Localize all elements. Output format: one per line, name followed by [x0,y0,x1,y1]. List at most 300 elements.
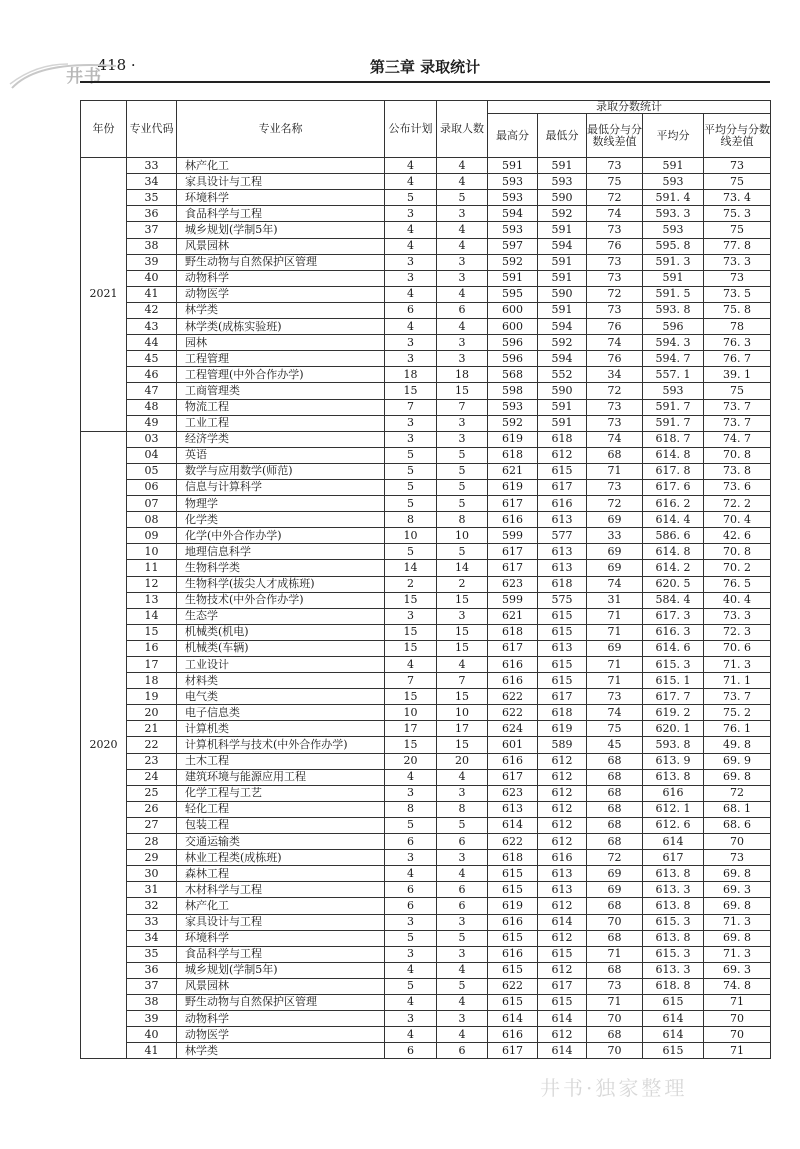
admitted-cell: 15 [437,689,488,705]
admitted-cell: 5 [437,190,488,206]
table-row [81,1043,771,1059]
avg-diff-cell: 68. 6 [704,817,771,833]
avg-diff-cell: 73. 3 [704,608,771,624]
min-diff-cell: 73 [587,158,643,174]
min-diff-cell: 73 [587,978,643,994]
code-cell: 21 [127,721,177,737]
min-cell: 614 [538,914,587,930]
min-diff-cell: 73 [587,270,643,286]
min-cell: 619 [538,721,587,737]
min-cell: 615 [538,463,587,479]
name-cell: 数学与应用数学(师范) [177,463,385,479]
code-cell: 29 [127,850,177,866]
name-cell: 化学类 [177,512,385,528]
min-diff-cell: 73 [587,254,643,270]
min-cell: 612 [538,817,587,833]
plan-cell: 15 [385,689,437,705]
header-avg: 平均分 [643,114,704,158]
code-cell: 46 [127,367,177,383]
avg-cell: 620. 5 [643,576,704,592]
avg-cell: 612. 1 [643,801,704,817]
name-cell: 机械类(车辆) [177,640,385,656]
avg-cell: 594. 7 [643,351,704,367]
avg-cell: 591 [643,158,704,174]
min-diff-cell: 73 [587,689,643,705]
name-cell: 园林 [177,335,385,351]
max-cell: 615 [488,930,538,946]
min-diff-cell: 74 [587,705,643,721]
name-cell: 物理学 [177,496,385,512]
admitted-cell: 5 [437,463,488,479]
max-cell: 618 [488,624,538,640]
plan-cell: 15 [385,383,437,399]
table-row [81,834,771,850]
admitted-cell: 3 [437,335,488,351]
name-cell: 环境科学 [177,930,385,946]
table-row [81,399,771,415]
table-row [81,238,771,254]
name-cell: 林学类(成栋实验班) [177,319,385,335]
avg-diff-cell: 69. 9 [704,753,771,769]
min-diff-cell: 31 [587,592,643,608]
min-diff-cell: 33 [587,528,643,544]
avg-cell: 615. 1 [643,673,704,689]
admitted-cell: 6 [437,834,488,850]
code-cell: 27 [127,817,177,833]
table-row [81,753,771,769]
table-row [81,592,771,608]
max-cell: 615 [488,866,538,882]
avg-diff-cell: 73 [704,158,771,174]
name-cell: 化学(中外合作办学) [177,528,385,544]
min-cell: 591 [538,302,587,318]
name-cell: 物流工程 [177,399,385,415]
avg-cell: 613. 8 [643,898,704,914]
table-header [81,101,771,158]
admitted-cell: 3 [437,1011,488,1027]
table-row [81,351,771,367]
code-cell: 33 [127,158,177,174]
admitted-cell: 15 [437,624,488,640]
table-row [81,640,771,656]
code-cell: 44 [127,335,177,351]
min-diff-cell: 74 [587,206,643,222]
avg-diff-cell: 49. 8 [704,737,771,753]
plan-cell: 2 [385,576,437,592]
name-cell: 包装工程 [177,817,385,833]
admitted-cell: 4 [437,866,488,882]
header-name: 专业名称 [177,101,385,158]
max-cell: 593 [488,190,538,206]
plan-cell: 8 [385,512,437,528]
avg-cell: 617 [643,850,704,866]
avg-cell: 618. 8 [643,978,704,994]
name-cell: 计算机科学与技术(中外合作办学) [177,737,385,753]
avg-diff-cell: 71 [704,994,771,1010]
plan-cell: 3 [385,431,437,447]
code-cell: 47 [127,383,177,399]
avg-cell: 586. 6 [643,528,704,544]
avg-cell: 595. 8 [643,238,704,254]
avg-cell: 614 [643,1027,704,1043]
admitted-cell: 15 [437,737,488,753]
max-cell: 623 [488,785,538,801]
avg-diff-cell: 73 [704,850,771,866]
header-min: 最低分 [538,114,587,158]
plan-cell: 4 [385,286,437,302]
avg-diff-cell: 73. 8 [704,463,771,479]
table-row [81,544,771,560]
min-diff-cell: 70 [587,1011,643,1027]
plan-cell: 3 [385,946,437,962]
max-cell: 596 [488,335,538,351]
plan-cell: 10 [385,528,437,544]
avg-diff-cell: 72 [704,785,771,801]
min-diff-cell: 69 [587,544,643,560]
table-row [81,801,771,817]
min-cell: 575 [538,592,587,608]
avg-diff-cell: 74. 8 [704,978,771,994]
min-cell: 591 [538,254,587,270]
name-cell: 生态学 [177,608,385,624]
min-diff-cell: 69 [587,560,643,576]
min-cell: 618 [538,431,587,447]
table-row [81,512,771,528]
min-diff-cell: 76 [587,351,643,367]
avg-diff-cell: 69. 3 [704,882,771,898]
code-cell: 20 [127,705,177,721]
max-cell: 616 [488,512,538,528]
admitted-cell: 3 [437,785,488,801]
avg-cell: 615. 3 [643,657,704,673]
max-cell: 617 [488,496,538,512]
avg-cell: 596 [643,319,704,335]
avg-cell: 616. 3 [643,624,704,640]
min-cell: 612 [538,447,587,463]
max-cell: 622 [488,705,538,721]
min-diff-cell: 76 [587,238,643,254]
admitted-cell: 3 [437,431,488,447]
table-row [81,946,771,962]
plan-cell: 15 [385,640,437,656]
avg-diff-cell: 72. 2 [704,496,771,512]
name-cell: 生物技术(中外合作办学) [177,592,385,608]
max-cell: 618 [488,447,538,463]
table-row [81,785,771,801]
plan-cell: 14 [385,560,437,576]
min-diff-cell: 71 [587,657,643,673]
min-diff-cell: 71 [587,673,643,689]
min-cell: 618 [538,705,587,721]
name-cell: 动物科学 [177,270,385,286]
header-avg-diff: 平均分与分数线差值 [704,114,771,158]
plan-cell: 3 [385,270,437,286]
table-row [81,930,771,946]
avg-cell: 613. 3 [643,962,704,978]
plan-cell: 7 [385,673,437,689]
min-diff-cell: 69 [587,512,643,528]
min-diff-cell: 68 [587,447,643,463]
code-cell: 31 [127,882,177,898]
code-cell: 18 [127,673,177,689]
min-cell: 614 [538,1043,587,1059]
admitted-cell: 4 [437,962,488,978]
plan-cell: 3 [385,608,437,624]
min-diff-cell: 68 [587,1027,643,1043]
year-cell: 2020 [81,431,127,1059]
min-diff-cell: 69 [587,866,643,882]
name-cell: 工商管理类 [177,383,385,399]
min-cell: 612 [538,769,587,785]
max-cell: 614 [488,1011,538,1027]
avg-diff-cell: 76. 7 [704,351,771,367]
avg-diff-cell: 71. 1 [704,673,771,689]
plan-cell: 6 [385,834,437,850]
admitted-cell: 5 [437,544,488,560]
code-cell: 37 [127,978,177,994]
max-cell: 599 [488,592,538,608]
name-cell: 地理信息科学 [177,544,385,560]
min-cell: 591 [538,270,587,286]
name-cell: 城乡规划(学制5年) [177,962,385,978]
table-row [81,769,771,785]
avg-diff-cell: 71. 3 [704,657,771,673]
max-cell: 592 [488,415,538,431]
max-cell: 621 [488,608,538,624]
max-cell: 617 [488,640,538,656]
max-cell: 615 [488,962,538,978]
max-cell: 568 [488,367,538,383]
plan-cell: 3 [385,850,437,866]
plan-cell: 5 [385,496,437,512]
avg-cell: 593 [643,174,704,190]
admitted-cell: 14 [437,560,488,576]
avg-cell: 617. 8 [643,463,704,479]
min-diff-cell: 73 [587,302,643,318]
plan-cell: 3 [385,914,437,930]
avg-cell: 613. 3 [643,882,704,898]
max-cell: 600 [488,302,538,318]
avg-diff-cell: 39. 1 [704,367,771,383]
header-rule [80,81,770,83]
name-cell: 林业工程类(成栋班) [177,850,385,866]
max-cell: 591 [488,270,538,286]
table-row [81,319,771,335]
name-cell: 家具设计与工程 [177,174,385,190]
avg-cell: 593 [643,383,704,399]
avg-cell: 614. 6 [643,640,704,656]
max-cell: 616 [488,753,538,769]
avg-cell: 614. 2 [643,560,704,576]
table-row [81,737,771,753]
min-cell: 591 [538,415,587,431]
min-diff-cell: 68 [587,962,643,978]
admitted-cell: 6 [437,898,488,914]
table-row [81,914,771,930]
avg-cell: 591. 4 [643,190,704,206]
table-row [81,383,771,399]
plan-cell: 8 [385,801,437,817]
code-cell: 36 [127,206,177,222]
page-header [80,54,770,78]
admitted-cell: 4 [437,286,488,302]
table-row [81,431,771,447]
avg-diff-cell: 70 [704,1011,771,1027]
table-row [81,624,771,640]
min-cell: 593 [538,174,587,190]
avg-diff-cell: 75 [704,383,771,399]
name-cell: 林产化工 [177,158,385,174]
header-min-diff: 最低分与分数线差值 [587,114,643,158]
name-cell: 城乡规划(学制5年) [177,222,385,238]
year-cell: 2021 [81,158,127,432]
min-diff-cell: 68 [587,769,643,785]
avg-cell: 591. 5 [643,286,704,302]
admitted-cell: 4 [437,1027,488,1043]
min-cell: 577 [538,528,587,544]
min-diff-cell: 74 [587,335,643,351]
min-diff-cell: 72 [587,286,643,302]
min-cell: 615 [538,608,587,624]
min-diff-cell: 73 [587,479,643,495]
admitted-cell: 6 [437,302,488,318]
min-cell: 613 [538,512,587,528]
max-cell: 617 [488,560,538,576]
min-cell: 616 [538,496,587,512]
avg-diff-cell: 73. 3 [704,254,771,270]
max-cell: 601 [488,737,538,753]
min-cell: 615 [538,657,587,673]
avg-cell: 615 [643,1043,704,1059]
code-cell: 38 [127,994,177,1010]
max-cell: 619 [488,898,538,914]
avg-cell: 593. 3 [643,206,704,222]
min-cell: 615 [538,624,587,640]
admitted-cell: 20 [437,753,488,769]
max-cell: 617 [488,769,538,785]
plan-cell: 5 [385,190,437,206]
name-cell: 建筑环境与能源应用工程 [177,769,385,785]
min-diff-cell: 73 [587,399,643,415]
name-cell: 林学类 [177,1043,385,1059]
max-cell: 615 [488,882,538,898]
plan-cell: 17 [385,721,437,737]
code-cell: 41 [127,286,177,302]
table-row [81,463,771,479]
avg-cell: 591 [643,270,704,286]
min-cell: 612 [538,785,587,801]
min-diff-cell: 75 [587,721,643,737]
min-cell: 590 [538,190,587,206]
avg-diff-cell: 73. 5 [704,286,771,302]
avg-diff-cell: 69. 8 [704,930,771,946]
min-diff-cell: 73 [587,222,643,238]
name-cell: 信息与计算科学 [177,479,385,495]
avg-diff-cell: 75. 8 [704,302,771,318]
admitted-cell: 10 [437,705,488,721]
code-cell: 38 [127,238,177,254]
table-row [81,222,771,238]
admitted-cell: 3 [437,608,488,624]
avg-cell: 584. 4 [643,592,704,608]
avg-cell: 557. 1 [643,367,704,383]
avg-cell: 614. 8 [643,447,704,463]
page-number: · 418 · [88,56,136,74]
min-cell: 612 [538,898,587,914]
code-cell: 32 [127,898,177,914]
admitted-cell: 3 [437,914,488,930]
avg-diff-cell: 75. 2 [704,705,771,721]
max-cell: 594 [488,206,538,222]
admitted-cell: 4 [437,222,488,238]
code-cell: 22 [127,737,177,753]
avg-diff-cell: 76. 5 [704,576,771,592]
admitted-cell: 5 [437,930,488,946]
code-cell: 34 [127,930,177,946]
avg-cell: 616. 2 [643,496,704,512]
avg-cell: 619. 2 [643,705,704,721]
min-diff-cell: 71 [587,624,643,640]
code-cell: 36 [127,962,177,978]
admitted-cell: 8 [437,801,488,817]
code-cell: 04 [127,447,177,463]
table-row [81,190,771,206]
table-row [81,254,771,270]
max-cell: 614 [488,817,538,833]
plan-cell: 5 [385,817,437,833]
name-cell: 动物科学 [177,1011,385,1027]
plan-cell: 18 [385,367,437,383]
min-diff-cell: 75 [587,174,643,190]
table-row [81,689,771,705]
avg-diff-cell: 76. 3 [704,335,771,351]
avg-cell: 616 [643,785,704,801]
min-cell: 613 [538,560,587,576]
avg-diff-cell: 75 [704,222,771,238]
min-diff-cell: 74 [587,576,643,592]
chapter-title: 第三章 录取统计 [369,58,481,76]
avg-diff-cell: 73. 6 [704,479,771,495]
admitted-cell: 4 [437,769,488,785]
min-diff-cell: 68 [587,817,643,833]
avg-cell: 593 [643,222,704,238]
min-cell: 612 [538,801,587,817]
admitted-cell: 15 [437,383,488,399]
table-row [81,479,771,495]
header-score-group: 录取分数统计 [488,101,771,114]
code-cell: 14 [127,608,177,624]
plan-cell: 6 [385,882,437,898]
min-cell: 617 [538,479,587,495]
avg-cell: 591. 3 [643,254,704,270]
min-diff-cell: 71 [587,946,643,962]
min-diff-cell: 70 [587,1043,643,1059]
min-cell: 612 [538,753,587,769]
avg-cell: 593. 8 [643,737,704,753]
max-cell: 617 [488,1043,538,1059]
admission-table [80,100,771,1059]
code-cell: 41 [127,1043,177,1059]
plan-cell: 20 [385,753,437,769]
admitted-cell: 15 [437,640,488,656]
table-row [81,286,771,302]
admitted-cell: 7 [437,673,488,689]
name-cell: 交通运输类 [177,834,385,850]
name-cell: 木材科学与工程 [177,882,385,898]
name-cell: 工业设计 [177,657,385,673]
avg-diff-cell: 73. 4 [704,190,771,206]
name-cell: 林学类 [177,302,385,318]
